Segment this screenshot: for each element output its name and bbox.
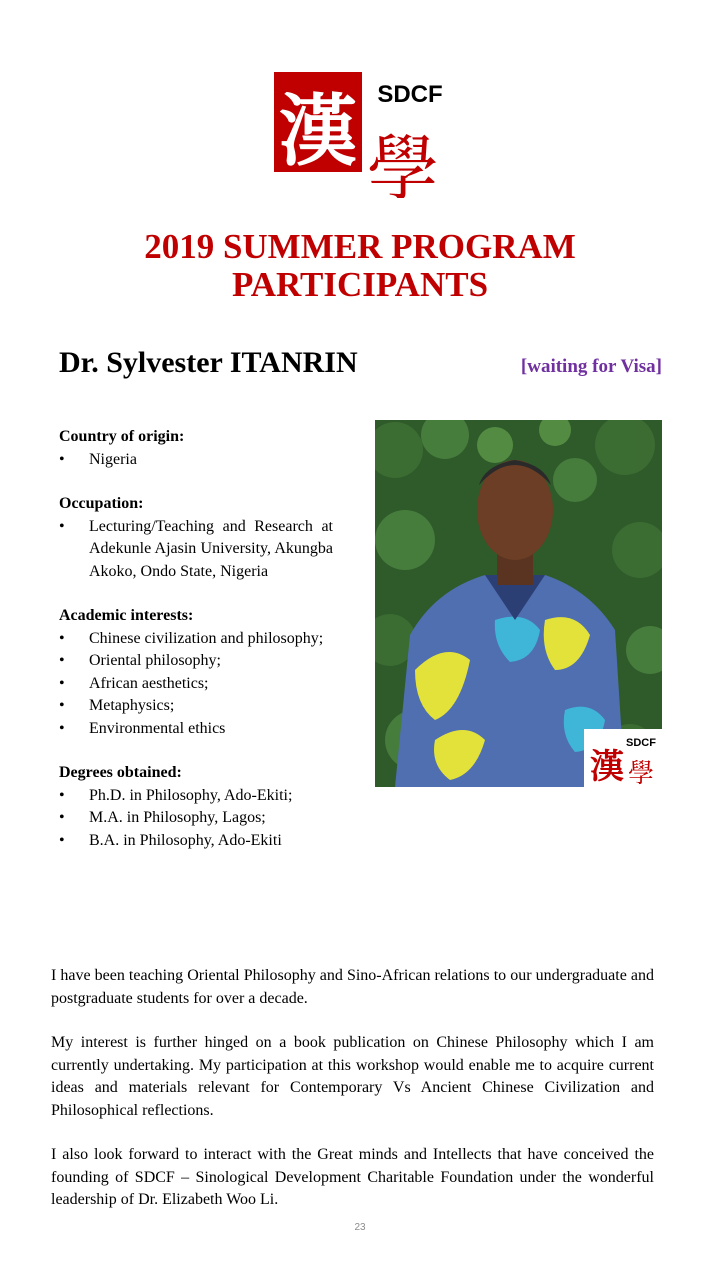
title-line-1: 2019 SUMMER PROGRAM (144, 227, 576, 266)
personal-statement (51, 965, 654, 1234)
country-heading: Country of origin: (59, 428, 185, 445)
occupation-heading: Occupation: (59, 495, 144, 512)
page-title (0, 228, 720, 304)
degrees-heading: Degrees obtained: (59, 764, 182, 781)
list-item: • Environmental ethics (59, 718, 333, 741)
statement-paragraph: I also look forward to interact with the Great minds and Intellects that have conceived the founding of SDCF – Sinological Development Charitable Foundation under the wonderful leadership of Dr. Elizabeth Woo Li. (51, 1146, 654, 1208)
photo-logo-char-han: 漢 (590, 747, 624, 787)
logo-char-xue: 學 (366, 127, 440, 198)
logo-sdcf-text: SDCF (377, 81, 443, 108)
statement-paragraph: My interest is further hinged on a book publication on Chinese Philosophy which I am currently undertaking. My participation at this workshop would enable me to acquire current ideas and materials relevant for Contemporary Vs Ancient Chinese Civilization and Philosophical reflections. (51, 1034, 654, 1119)
occupation-list (59, 516, 333, 584)
participant-name: Dr. Sylvester ITANRIN (59, 346, 358, 379)
sdcf-logo (272, 70, 454, 198)
title-line-2: PARTICIPANTS (231, 265, 489, 304)
photo-logo-char-xue: 學 (627, 759, 655, 787)
page-number: 23 (354, 1222, 366, 1233)
list-item: • Chinese civilization and philosophy; (59, 628, 333, 651)
list-item: • Oriental philosophy; (59, 650, 333, 673)
photo-logo-text: SDCF (626, 737, 656, 749)
participant-photo (375, 420, 662, 787)
logo-char-han: 漢 (278, 87, 358, 177)
list-item: • African aesthetics; (59, 673, 333, 696)
visa-status: [waiting for Visa] (520, 356, 662, 377)
interests-heading: Academic interests: (59, 607, 194, 624)
list-item: • Lecturing/Teaching and Research at Adekunle Ajasin University, Akungba Akoko, Ondo State, Nigeria (59, 516, 333, 584)
degrees-list (59, 785, 333, 853)
list-item: • Metaphysics; (59, 695, 333, 718)
list-item: • Ph.D. in Philosophy, Ado-Ekiti; (59, 785, 333, 808)
list-item: • B.A. in Philosophy, Ado-Ekiti (59, 830, 333, 853)
participant-details (59, 426, 333, 874)
list-item: • Nigeria (59, 449, 333, 472)
list-item: • M.A. in Philosophy, Lagos; (59, 807, 333, 830)
statement-paragraph: I have been teaching Oriental Philosophy and Sino-African relations to our undergraduate and postgraduate students for over a decade. (51, 967, 654, 1007)
country-list (59, 449, 333, 472)
interests-list (59, 628, 333, 741)
